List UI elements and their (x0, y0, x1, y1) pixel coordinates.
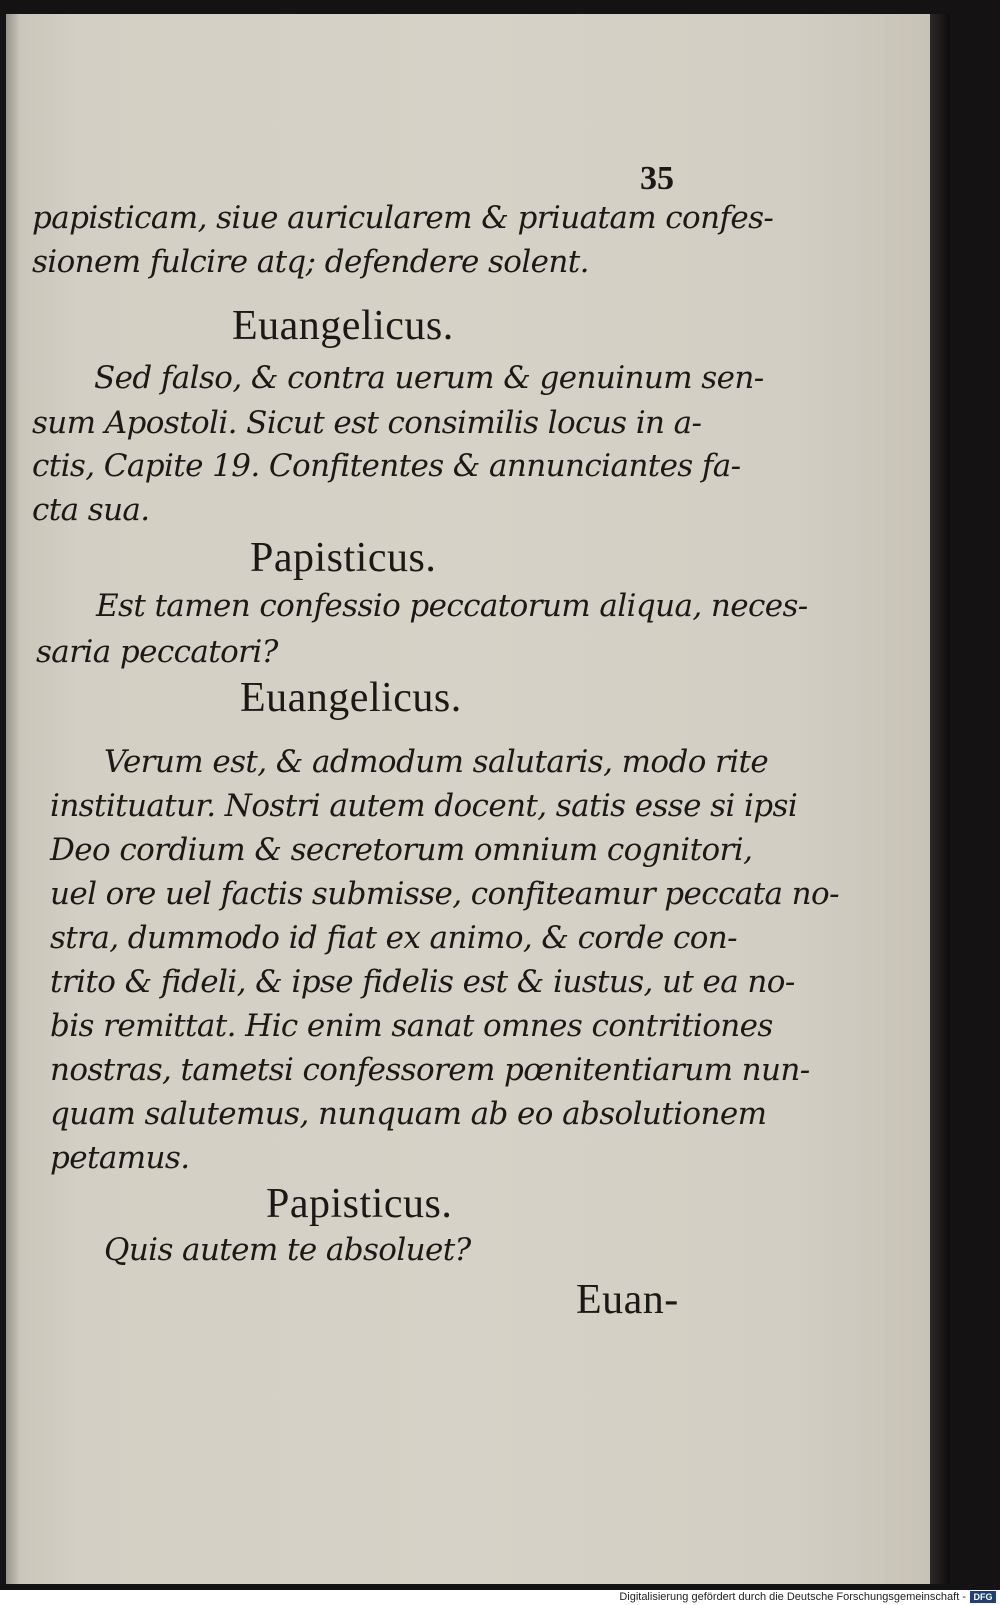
text-line: instituatur. Nostri autem docent, satis esse si ipsi (50, 788, 798, 824)
text-line: Deo cordium & secretorum omnium cognitori, (50, 832, 753, 868)
text-line: stra, dummodo id fiat ex animo, & corde con- (50, 920, 738, 956)
text-line: Sed falso, & contra uerum & genuinum sen- (94, 360, 764, 396)
text-line: bis remittat. Hic enim sanat omnes contritiones (50, 1008, 773, 1044)
text-line: uel ore uel factis submisse, confiteamur peccata no- (50, 876, 839, 912)
dfg-logo: DFG (970, 1591, 996, 1603)
speaker-heading: Euangelicus. (232, 303, 454, 349)
footer-credit: Digitalisierung gefördert durch die Deutsche Forschungsgemeinschaft - (619, 1591, 966, 1603)
text-line: sum Apostoli. Sicut est consimilis locus in a- (32, 405, 702, 441)
text-line: ctis, Capite 19. Confitentes & annunciantes fa- (32, 448, 741, 484)
text-line: saria peccatori? (36, 634, 278, 670)
text-line: Est tamen confessio peccatorum aliqua, neces- (96, 588, 808, 624)
catchword: Euan- (576, 1277, 679, 1323)
text-line: quam salutemus, nunquam ab eo absolutionem (50, 1096, 767, 1132)
page-edge (930, 14, 950, 1584)
text-line: Verum est, & admodum salutaris, modo rite (104, 744, 769, 780)
speaker-heading: Euangelicus. (240, 675, 462, 721)
gutter-shadow (6, 14, 20, 1584)
text-line: sionem fulcire atq; defendere solent. (32, 244, 589, 280)
text-line: cta sua. (32, 492, 150, 528)
text-line: trito & fideli, & ipse fidelis est & iustus, ut ea no- (50, 964, 795, 1000)
page-number: 35 (640, 160, 674, 197)
text-line: Quis autem te absoluet? (104, 1232, 471, 1268)
speaker-heading: Papisticus. (250, 535, 437, 581)
text-line: nostras, tametsi confessorem pœnitentiarum nun- (50, 1052, 810, 1088)
speaker-heading: Papisticus. (266, 1181, 453, 1227)
text-line: papisticam, siue auricularem & priuatam confes- (32, 200, 774, 236)
text-line: petamus. (50, 1140, 190, 1176)
